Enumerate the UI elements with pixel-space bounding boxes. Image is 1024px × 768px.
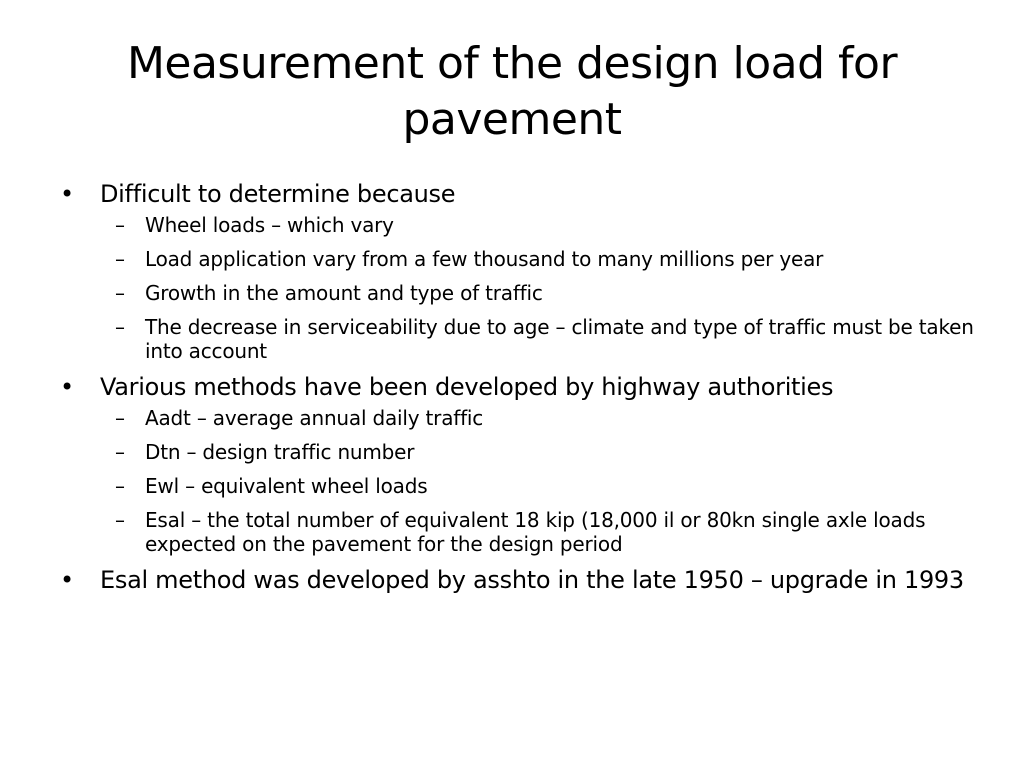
sub-item <box>100 474 978 498</box>
sub-text: Dtn – design traffic number <box>145 440 415 464</box>
bullet-text: Various methods have been developed by highway authorities <box>100 373 834 401</box>
sub-text: Growth in the amount and type of traffic <box>145 281 543 305</box>
bullet-icon: • <box>60 180 74 208</box>
dash-icon: – <box>115 247 125 271</box>
dash-icon: – <box>115 315 125 339</box>
dash-icon: – <box>115 281 125 305</box>
dash-icon: – <box>115 213 125 237</box>
sub-text: Load application vary from a few thousand to many millions per year <box>145 247 824 271</box>
bullet-item <box>58 373 978 556</box>
sub-item <box>100 315 978 363</box>
dash-icon: – <box>115 508 125 532</box>
bullet-item <box>58 180 978 363</box>
sub-text: The decrease in serviceability due to age – climate and type of traffic must be taken into account <box>145 315 974 363</box>
bullet-icon: • <box>60 566 74 594</box>
sub-item <box>100 508 978 556</box>
sub-item <box>100 406 978 430</box>
bullet-text: Esal method was developed by asshto in the late 1950 – upgrade in 1993 <box>100 566 964 594</box>
slide-title: Measurement of the design load for pavement <box>126 38 898 145</box>
dash-icon: – <box>115 406 125 430</box>
bullet-text: Difficult to determine because <box>100 180 456 208</box>
slide-body <box>58 180 978 604</box>
sub-list <box>100 406 978 556</box>
sub-item <box>100 213 978 237</box>
sub-text: Aadt – average annual daily traffic <box>145 406 484 430</box>
dash-icon: – <box>115 474 125 498</box>
sub-text: Ewl – equivalent wheel loads <box>145 474 428 498</box>
dash-icon: – <box>115 440 125 464</box>
bullet-item <box>58 566 978 595</box>
sub-item <box>100 440 978 464</box>
sub-item <box>100 247 978 271</box>
sub-text: Esal – the total number of equivalent 18 kip (18,000 il or 80kn single axle loads expected on the pavement for the design period <box>145 508 926 556</box>
bullet-icon: • <box>60 373 74 401</box>
sub-item <box>100 281 978 305</box>
sub-list <box>100 213 978 363</box>
sub-text: Wheel loads – which vary <box>145 213 394 237</box>
